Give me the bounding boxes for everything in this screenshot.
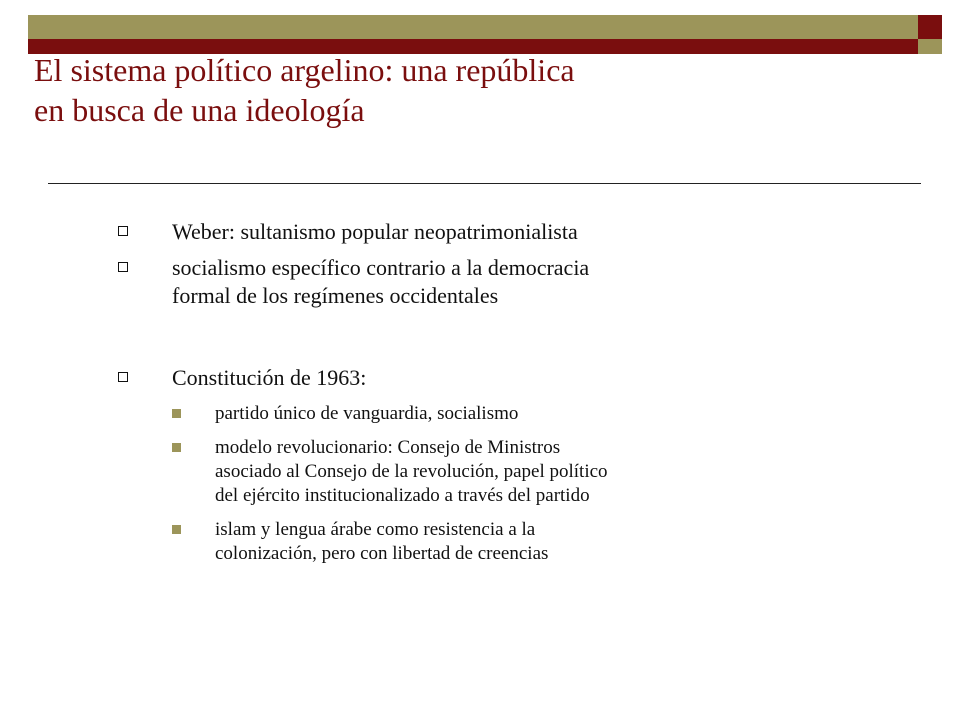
header-band-olive xyxy=(28,15,918,39)
sub-bullet-line: asociado al Consejo de la revolución, papel político xyxy=(215,461,608,482)
sub-bullet-islam xyxy=(170,518,758,566)
bullet-constitucion xyxy=(118,364,758,392)
corner-square-olive xyxy=(918,39,942,54)
title-line-2: en busca de una ideología xyxy=(34,92,365,128)
sub-bullet-partido xyxy=(170,402,758,426)
filled-square-bullet-icon xyxy=(172,443,181,452)
sub-bullet-line: modelo revolucionario: Consejo de Ministros xyxy=(215,437,561,458)
filled-square-bullet-icon xyxy=(172,525,181,534)
sub-bullet-modelo xyxy=(170,436,758,508)
slide-body xyxy=(118,218,758,566)
corner-square-maroon xyxy=(918,15,942,39)
hollow-square-bullet-icon xyxy=(118,372,128,382)
hollow-square-bullet-icon xyxy=(118,226,128,236)
bullet-text-line: formal de los regímenes occidentales xyxy=(172,283,499,308)
bullet-text: Weber: sultanismo popular neopatrimonialista xyxy=(172,219,578,244)
bullet-text-line: socialismo específico contrario a la democracia xyxy=(172,255,590,280)
slide-title xyxy=(34,50,894,130)
title-divider xyxy=(48,183,921,184)
bullet-text: Constitución de 1963: xyxy=(172,365,367,390)
sub-bullet-line: islam y lengua árabe como resistencia a la xyxy=(215,519,536,540)
hollow-square-bullet-icon xyxy=(118,262,128,272)
bullet-socialismo xyxy=(118,254,758,310)
title-line-1: El sistema político argelino: una república xyxy=(34,52,575,88)
sub-bullet-line: del ejército institucionalizado a través del partido xyxy=(215,485,590,506)
filled-square-bullet-icon xyxy=(172,409,181,418)
sub-bullet-line: partido único de vanguardia, socialismo xyxy=(215,403,519,424)
sub-bullet-line: colonización, pero con libertad de creencias xyxy=(215,543,549,564)
bullet-weber xyxy=(118,218,758,246)
